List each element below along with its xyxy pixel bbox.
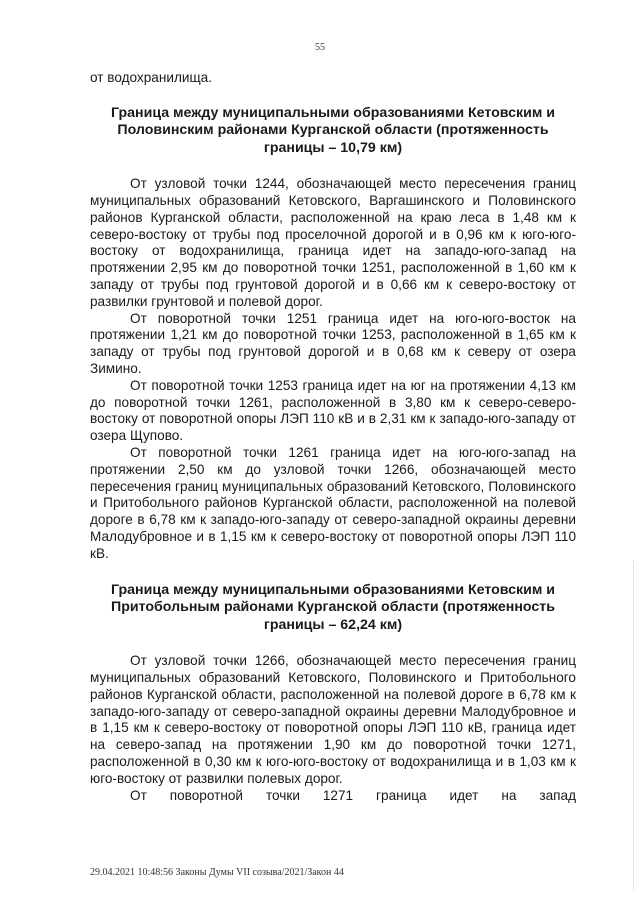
paragraph: От поворотной точки 1253 граница идет на юг на протяжении 4,13 км до поворотной точки 1261, расположенной в 3,80 км к северо-северо-востоку от поворотной опоры ЛЭП 110 кВ и в 2,31 км к западо-юго-западу от озера Щупово.: [90, 377, 576, 444]
section-heading-ketovsky-pritobolny: Граница между муниципальными образованиями Кетовским и Притобольным районами Курганской области (протяженность границы – 62,24 км): [110, 581, 556, 633]
paragraph: От поворотной точки 1251 граница идет на юго-юго-восток на протяжении 1,21 км до поворотной точки 1253, расположенной в 1,65 км к западу от трубы под грунтовой дорогой и в 0,68 км к северу от озера Зимино.: [90, 310, 576, 377]
paragraph-continued: От поворотной точки 1271 граница идет на запад: [130, 787, 576, 803]
footer-stamp: 29.04.2021 10:48:56 Законы Думы VII созыва/2021/Закон 44: [90, 867, 344, 878]
page-number: 55: [315, 42, 325, 53]
paragraph: От узловой точки 1266, обозначающей место пересечения границ муниципальных образований Кетовского, Половинского и Притобольного районов Курганской области, расположенной на полевой дороге в 6,78 км к западо-юго-западу от северо-западной окраины деревни Малодубровное и в 1,15 км к северо-востоку от поворотной опоры ЛЭП 110 кВ, граница идет на северо-запад на протяжении 1,90 км до поворотной точки 1271, расположенной в 0,30 км к юго-юго-востоку от водохранилища и в 1,03 км к юго-востоку от развилки полевых дорог.: [90, 653, 576, 786]
section-heading-ketovsky-polovinsky: Граница между муниципальными образованиями Кетовским и Половинским районами Курганской области (протяженность границы – 10,79 км): [110, 104, 556, 156]
paragraph: От узловой точки 1244, обозначающей место пересечения границ муниципальных образований Кетовского, Варгашинского и Половинского районов Курганской области, расположенной на краю леса в 1,48 км к северо-востоку от трубы под проселочной дорогой и в 0,96 км к юго-юго-востоку от водохранилища, граница идет на западо-юго-запад на протяжении 2,95 км до поворотной точки 1251, расположенной в 1,60 км к западу от трубы под грунтовой дорогой и в 0,66 км к северо-востоку от развилки грунтовой и полевой дорог.: [90, 176, 576, 309]
margin-scan-marks: [627, 560, 634, 890]
document-body: [90, 70, 576, 804]
intro-line: от водохранилища.: [90, 70, 212, 85]
paragraph: От поворотной точки 1261 граница идет на юго-юго-запад на протяжении 2,50 км до узловой точки 1266, обозначающей место пересечения границ муниципальных образований Кетовского, Половинского и Притобольного районов Курганской области, расположенной на полевой дороге в 6,78 км к западо-юго-западу от северо-западной окраины деревни Малодубровное и в 1,15 км к северо-востоку от поворотной опоры ЛЭП 110 кВ.: [90, 445, 576, 561]
